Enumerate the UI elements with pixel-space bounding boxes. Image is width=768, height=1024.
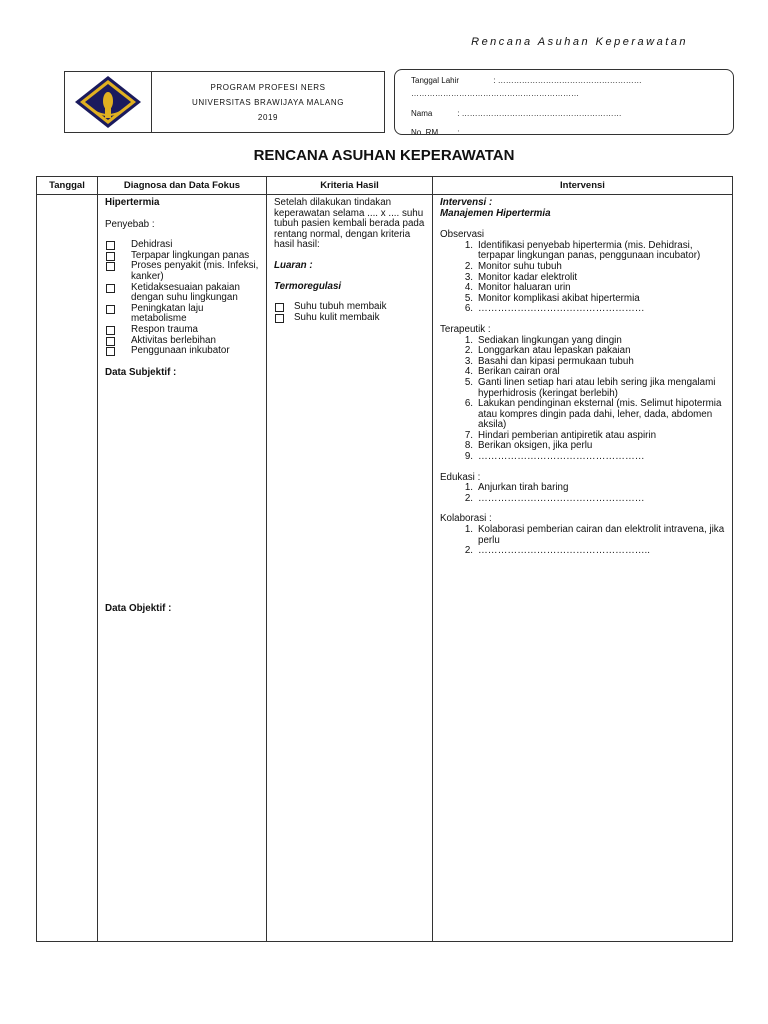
list-item: 9. …………………………………………… — [464, 451, 645, 463]
checkbox-icon[interactable] — [106, 284, 115, 293]
list-item: Suhu kulit membaik — [274, 313, 425, 324]
list-item: 2. Monitor suhu tubuh — [464, 260, 562, 272]
university-name: UNIVERSITAS BRAWIJAYA MALANG — [191, 97, 345, 107]
list-item: Ketidaksesuaian pakaian dengan suhu lingkungan — [105, 283, 259, 304]
list-item: 1. Anjurkan tirah baring — [464, 482, 569, 494]
name-value[interactable]: : …………………………………………………… — [457, 109, 622, 118]
list-item: 3. Basahi dan kipasi permukaan tubuh — [464, 355, 634, 367]
list-item: 2. …………………………………………… — [464, 492, 645, 504]
logo-cell — [65, 72, 152, 132]
list-item: Aktivitas berlebihan — [105, 336, 259, 347]
list-item: Suhu tubuh membaik — [274, 302, 425, 313]
name-label: Nama — [411, 109, 433, 118]
column-header-intervensi: Intervensi — [433, 177, 733, 195]
intervensi-label: Intervensi : — [440, 197, 493, 208]
list-item: 2. Longgarkan atau lepaskan pakaian — [464, 345, 631, 357]
column-header-tanggal: Tanggal — [37, 177, 98, 195]
luaran-value: Termoregulasi — [274, 280, 342, 292]
kriteria-intro: Setelah dilakukan tindakan keperawatan selama .... x .... suhu tubuh pasien kembali berada pada rentang normal, dengan kriteria hasil hasil: — [274, 197, 425, 251]
institution-header — [64, 71, 385, 133]
kriteria-cell[interactable] — [267, 195, 433, 942]
checkbox-icon[interactable] — [106, 305, 115, 314]
birthdate-label: Tanggal Lahir — [411, 76, 460, 85]
list-item: 3. Monitor kadar elektrolit — [464, 271, 578, 283]
terapeutik-label: Terapeutik : — [440, 323, 491, 335]
checkbox-icon[interactable] — [106, 262, 115, 271]
table-row — [37, 195, 733, 942]
data-subjektif-label: Data Subjektif : — [105, 366, 177, 378]
university-logo-icon — [74, 75, 142, 129]
penyebab-label: Penyebab : — [105, 218, 155, 230]
list-item: 4. Berikan cairan oral — [464, 366, 560, 378]
observasi-label: Observasi — [440, 229, 485, 241]
table-header-row — [37, 177, 733, 195]
intervensi-cell[interactable] — [433, 195, 733, 942]
checkbox-icon[interactable] — [106, 347, 115, 356]
medical-record-label: No. RM — [411, 128, 439, 135]
checkbox-icon[interactable] — [106, 252, 115, 261]
list-item: 2. …………………………………………….. — [464, 545, 650, 557]
list-item: 5. Ganti linen setiap hari atau lebih sering jika mengalami hyperhidrosis (keringat berlebih) — [464, 376, 716, 399]
list-item: Terpapar lingkungan panas — [105, 251, 259, 262]
kolaborasi-list — [440, 525, 725, 557]
list-item: 5. Monitor komplikasi akibat hipertermia — [464, 292, 640, 304]
medical-record-value[interactable]: : …………………………………………………… — [457, 128, 622, 135]
list-item: 8. Berikan oksigen, jika perlu — [464, 440, 593, 452]
list-item: 7. Hindari pemberian antipiretik atau aspirin — [464, 429, 657, 441]
birthdate-value[interactable]: : ……………………………………………… — [493, 76, 642, 85]
document-running-title: Rencana Asuhan Keperawatan — [471, 36, 688, 48]
diagnosa-cell[interactable] — [98, 195, 267, 942]
list-item: 6. Lakukan pendinginan eksternal (mis. Selimut hipotermia atau kompres dingin pada dahi, leher, dada, abdomen aksila) — [464, 398, 722, 431]
list-item: Peningkatan laju metabolisme — [105, 304, 259, 325]
tanggal-cell[interactable] — [37, 195, 98, 942]
intervensi-name: Manajemen Hipertermia — [440, 207, 551, 219]
document-title: RENCANA ASUHAN KEPERAWATAN — [253, 147, 515, 164]
list-item: 4. Monitor haluaran urin — [464, 282, 571, 294]
list-item: Respon trauma — [105, 325, 259, 336]
edukasi-list — [440, 483, 725, 504]
birthdate-value-line2[interactable]: ……………………………………………………… — [411, 89, 579, 98]
list-item: Proses penyakit (mis. Infeksi, kanker) — [105, 261, 259, 282]
checkbox-icon[interactable] — [106, 326, 115, 335]
checkbox-icon[interactable] — [275, 314, 284, 323]
column-header-kriteria: Kriteria Hasil — [267, 177, 433, 195]
checkbox-icon[interactable] — [275, 303, 284, 312]
kolaborasi-label: Kolaborasi : — [440, 513, 492, 525]
luaran-label: Luaran : — [274, 259, 313, 271]
edukasi-label: Edukasi : — [440, 471, 481, 483]
patient-identity-box — [394, 69, 734, 135]
column-header-diagnosa: Diagnosa dan Data Fokus — [98, 177, 267, 195]
list-item: Dehidrasi — [105, 240, 259, 251]
data-objektif-label: Data Objektif : — [105, 603, 172, 615]
kriteria-list — [274, 302, 425, 323]
observasi-list — [440, 241, 725, 315]
list-item: 1. Kolaborasi pemberian cairan dan elektrolit intravena, jika perlu — [464, 524, 725, 546]
list-item: 1. Sediakan lingkungan yang dingin — [464, 334, 622, 346]
list-item: 6. …………………………………………… — [464, 303, 645, 315]
header-year: 2019 — [257, 112, 279, 122]
program-name: PROGRAM PROFESI NERS — [210, 82, 326, 92]
penyebab-list — [105, 240, 259, 357]
checkbox-icon[interactable] — [106, 337, 115, 346]
list-item: 1. Identifikasi penyebab hipertermia (mis. Dehidrasi, terpapar lingkungan panas, penggunaan incubator) — [464, 239, 701, 262]
terapeutik-list — [440, 336, 725, 463]
care-plan-table — [36, 176, 733, 942]
diagnosis-title: Hipertermia — [105, 197, 160, 208]
checkbox-icon[interactable] — [106, 241, 115, 250]
list-item: Penggunaan inkubator — [105, 346, 259, 357]
